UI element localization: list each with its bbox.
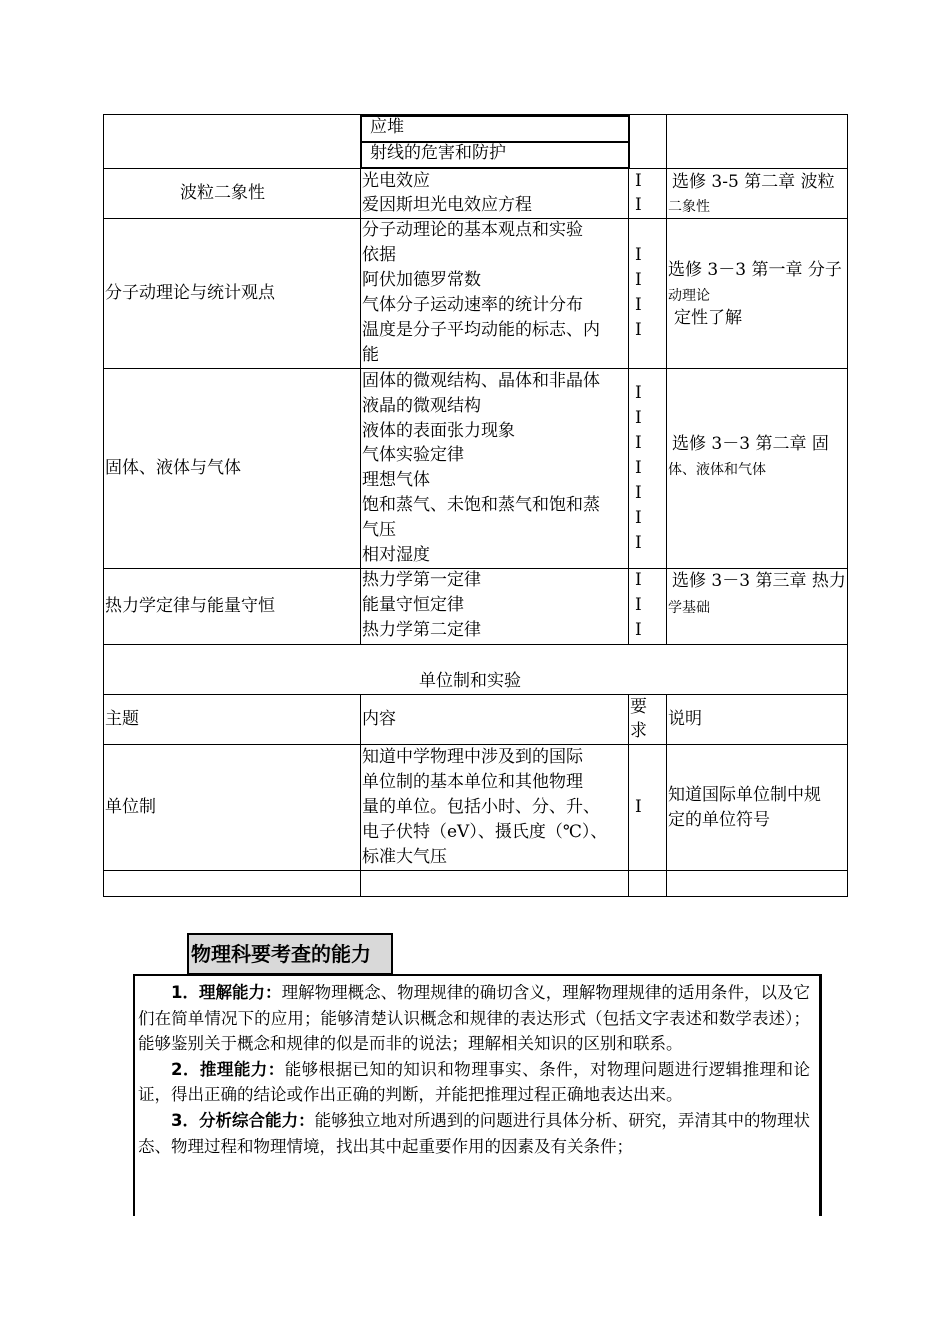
requirement-level: I [635, 195, 642, 215]
content-line: 射线的危害和防护 [370, 143, 506, 163]
note-line: 定性了解 [674, 308, 742, 328]
content-line: 热力学第一定律 [362, 570, 481, 590]
note-line: 选修 3－3 第二章 固 [672, 434, 829, 454]
topic-cell: 固体、液体与气体 [105, 458, 241, 478]
content-line: 气体实验定律 [362, 445, 464, 465]
content-line: 气压 [362, 520, 396, 540]
requirement-level: I [635, 620, 642, 640]
content-line: 标准大气压 [362, 847, 447, 867]
content-line: 能量守恒定律 [362, 595, 464, 615]
content-line: 理想气体 [362, 470, 430, 490]
content-line: 能 [362, 345, 379, 365]
content-line: 知道中学物理中涉及到的国际 [362, 747, 583, 767]
note-line: 选修 3-5 第二章 波粒 [672, 172, 835, 192]
requirement-level: I [635, 245, 642, 265]
topic-cell: 波粒二象性 [180, 183, 265, 203]
content-line: 液体的表面张力现象 [362, 421, 515, 441]
content-line: 应堆 [370, 117, 404, 137]
ability-title: 2．推理能力： [171, 1059, 285, 1079]
requirement-level: I [635, 320, 642, 340]
requirement-level: I [635, 383, 642, 403]
content-line: 依据 [362, 245, 396, 265]
requirement-level: I [635, 483, 642, 503]
abilities-heading: 物理科要考查的能力 [187, 933, 393, 976]
ability-description: 能够独立地对所遇到的问题进行具体分析、研究，弄清其中的物理状态、物理过程和物理情境，找出其中起重要作用的因素及有关条件； [138, 1110, 811, 1156]
header-requirement: 要 [630, 697, 647, 717]
content-line: 单位制的基本单位和其他物理 [362, 772, 583, 792]
note-line: 二象性 [668, 199, 710, 215]
ability-item [138, 1057, 810, 1108]
ability-title: 1．理解能力： [171, 983, 282, 1002]
content-line: 气体分子运动速率的统计分布 [362, 295, 583, 315]
header-topic: 主题 [105, 709, 139, 729]
section-title: 单位制和实验 [419, 671, 521, 691]
topic-cell: 分子动理论与统计观点 [105, 283, 275, 303]
ability-description: 能够根据已知的知识和物理事实、条件，对物理问题进行逻辑推理和论证，得出正确的结论或作出正确的判断，并能把推理过程正确地表达出来。 [138, 1059, 810, 1105]
note-line: 选修 3－3 第一章 分子 [668, 260, 842, 280]
note-line: 体、液体和气体 [668, 462, 766, 478]
header-content: 内容 [362, 709, 396, 729]
content-line: 液晶的微观结构 [362, 396, 481, 416]
content-line: 固体的微观结构、晶体和非晶体 [362, 371, 600, 391]
content-line: 量的单位。包括小时、分、升、 [362, 797, 600, 817]
header-requirement: 求 [630, 721, 647, 741]
content-line: 温度是分子平均动能的标志、内 [362, 320, 600, 340]
content-line: 电子伏特（eV）、摄氏度（℃）、 [362, 822, 608, 842]
content-line: 光电效应 [362, 171, 430, 191]
requirement-level: I [635, 508, 642, 528]
content-line: 阿伏加德罗常数 [362, 270, 481, 290]
requirement-level: I [635, 458, 642, 478]
requirement-level: I [635, 533, 642, 553]
content-line: 热力学第二定律 [362, 620, 481, 640]
content-line: 饱和蒸气、未饱和蒸气和饱和蒸 [362, 495, 600, 515]
requirement-level: I [635, 433, 642, 453]
header-note: 说明 [668, 709, 702, 729]
ability-description: 理解物理概念、物理规律的确切含义，理解物理规律的适用条件，以及它们在简单情况下的应用；能够清楚认识概念和规律的表达形式（包括文字表述和数学表述）；能够鉴别关于概念和规律的似是而非的说法；理解相关知识的区别和联系。 [138, 983, 810, 1054]
requirement-level: I [635, 270, 642, 290]
content-line: 相对湿度 [362, 545, 430, 565]
ability-title: 3．分析综合能力： [171, 1110, 315, 1130]
topic-cell: 热力学定律与能量守恒 [105, 596, 275, 616]
requirement-level: I [635, 295, 642, 315]
abilities-text [138, 980, 810, 1159]
requirement-level: I [635, 171, 642, 191]
ability-item [138, 1108, 810, 1159]
ability-item [138, 980, 810, 1057]
content-line: 分子动理论的基本观点和实验 [362, 220, 583, 240]
requirement-level: I [635, 570, 642, 590]
note-line: 动理论 [668, 288, 710, 304]
requirement-level: I [635, 408, 642, 428]
requirement-level: I [635, 595, 642, 615]
content-line: 爱因斯坦光电效应方程 [362, 195, 532, 215]
note-line: 知道国际单位制中规 [668, 785, 821, 805]
note-line: 学基础 [668, 600, 710, 616]
note-line: 选修 3－3 第三章 热力 [672, 571, 846, 591]
topic-cell: 单位制 [105, 797, 156, 817]
note-line: 定的单位符号 [668, 810, 770, 830]
requirement-level: I [635, 797, 642, 817]
